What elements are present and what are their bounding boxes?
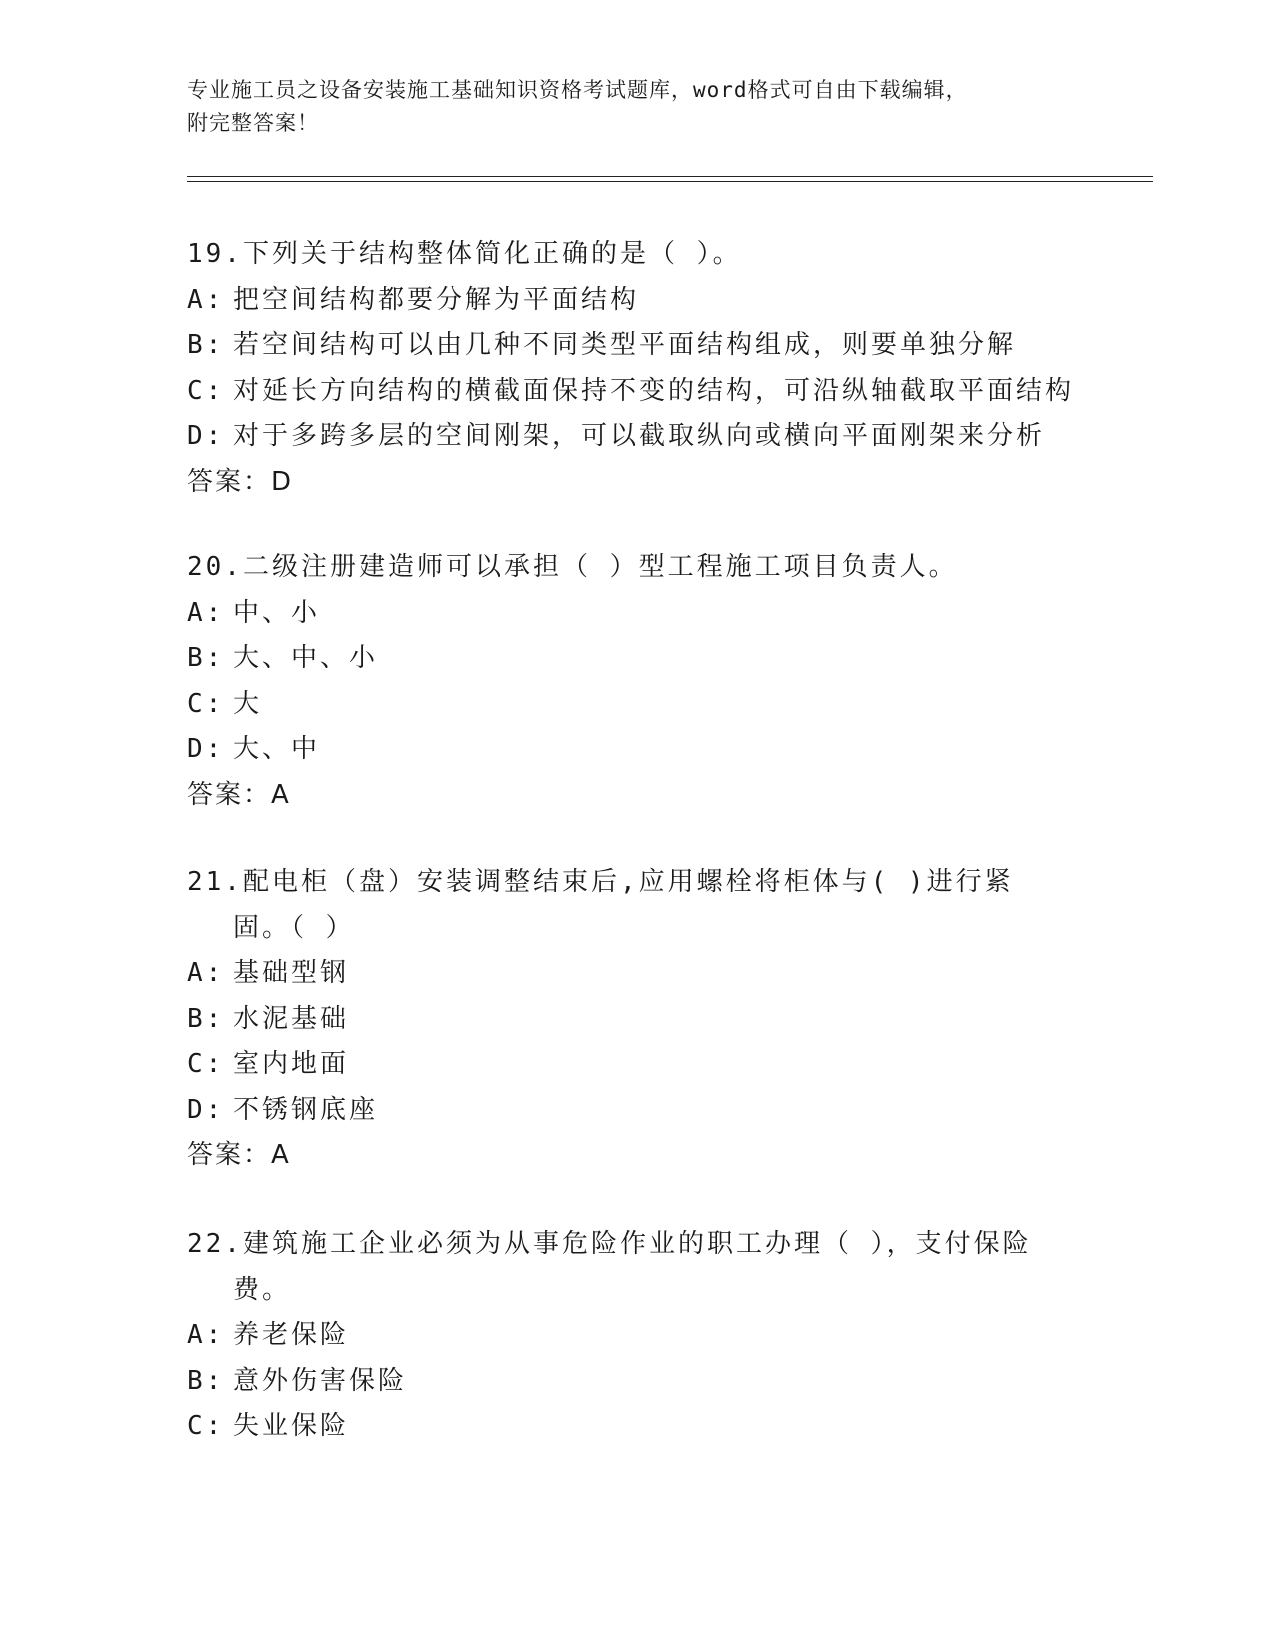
option-letter: C: [187,1411,225,1441]
option-b [187,636,1087,682]
option-d [187,1088,1067,1134]
option-c [187,682,1087,728]
question-number: 20. [187,552,243,582]
option-text: 把空间结构都要分解为平面结构 [233,284,640,315]
header-divider-bottom [187,181,1153,182]
question-21 [187,860,1067,1179]
option-d [187,727,1087,773]
option-text: 若空间结构可以由几种不同类型平面结构组成，则要单独分解 [233,330,1017,360]
option-text: 大、中 [233,734,321,764]
option-a [187,591,1087,637]
option-a [187,951,1067,997]
question-19 [187,232,1087,505]
option-letter: A: [187,1320,225,1350]
question-number: 21. [187,867,243,897]
option-letter: A: [187,284,225,315]
option-text: 失业保险 [233,1411,350,1441]
option-letter: B: [187,643,225,673]
option-text: 对于多跨多层的空间刚架，可以截取纵向或横向平面刚架来分析 [233,421,1046,451]
option-letter: A: [187,958,225,988]
header-divider-top [187,176,1153,177]
answer-line: 答案：A [187,1140,291,1170]
option-text: 不锈钢底座 [233,1094,379,1125]
option-c [187,1042,1067,1088]
option-c [187,1404,1067,1450]
question-stem [187,545,1087,591]
option-text: 大 [233,688,263,719]
question-text: 配电柜（盘）安装调整结束后,应用螺栓将柜体与( )进行紧固。（ ） [233,867,1014,943]
option-letter: C: [187,1049,225,1079]
option-letter: B: [187,330,225,360]
option-text: 大、中、小 [233,643,379,673]
option-text: 对延长方向结构的横截面保持不变的结构，可沿纵轴截取平面结构 [233,375,1075,406]
option-letter: D: [187,1094,225,1125]
option-b [187,1359,1067,1405]
question-stem [187,1222,1067,1313]
option-letter: D: [187,734,225,764]
question-number: 19. [187,239,243,269]
option-text: 养老保险 [233,1320,350,1350]
option-text: 中、小 [233,597,321,628]
question-text: 下列关于结构整体简化正确的是（ ）。 [242,239,742,269]
answer-line: 答案：D [187,466,294,497]
option-text: 基础型钢 [233,958,350,988]
option-letter: B: [187,1365,225,1396]
option-text: 意外伤害保险 [233,1365,408,1396]
question-stem [187,232,1087,278]
option-b [187,997,1067,1043]
header-line-1: 专业施工员之设备安装施工基础知识资格考试题库，word格式可自由下载编辑， [187,78,968,102]
question-20 [187,545,1087,818]
question-stem [187,860,1067,951]
header-line-2: 附完整答案！ [187,111,319,135]
option-letter: B: [187,1003,225,1034]
option-text: 水泥基础 [233,1003,350,1034]
document-header [187,74,1057,140]
option-a [187,278,1087,324]
question-text: 二级注册建造师可以承担（ ）型工程施工项目负责人。 [242,552,958,582]
option-letter: C: [187,688,225,719]
question-text: 建筑施工企业必须为从事危险作业的职工办理（ ），支付保险费。 [233,1229,1032,1305]
question-number: 22. [187,1229,243,1259]
option-letter: D: [187,421,225,451]
answer-line: 答案：A [187,779,291,810]
option-d [187,414,1087,460]
option-text: 室内地面 [233,1049,350,1079]
question-22 [187,1222,1067,1450]
option-letter: A: [187,597,225,628]
option-b [187,323,1087,369]
option-letter: C: [187,375,225,406]
option-a [187,1313,1067,1359]
option-c [187,369,1087,415]
